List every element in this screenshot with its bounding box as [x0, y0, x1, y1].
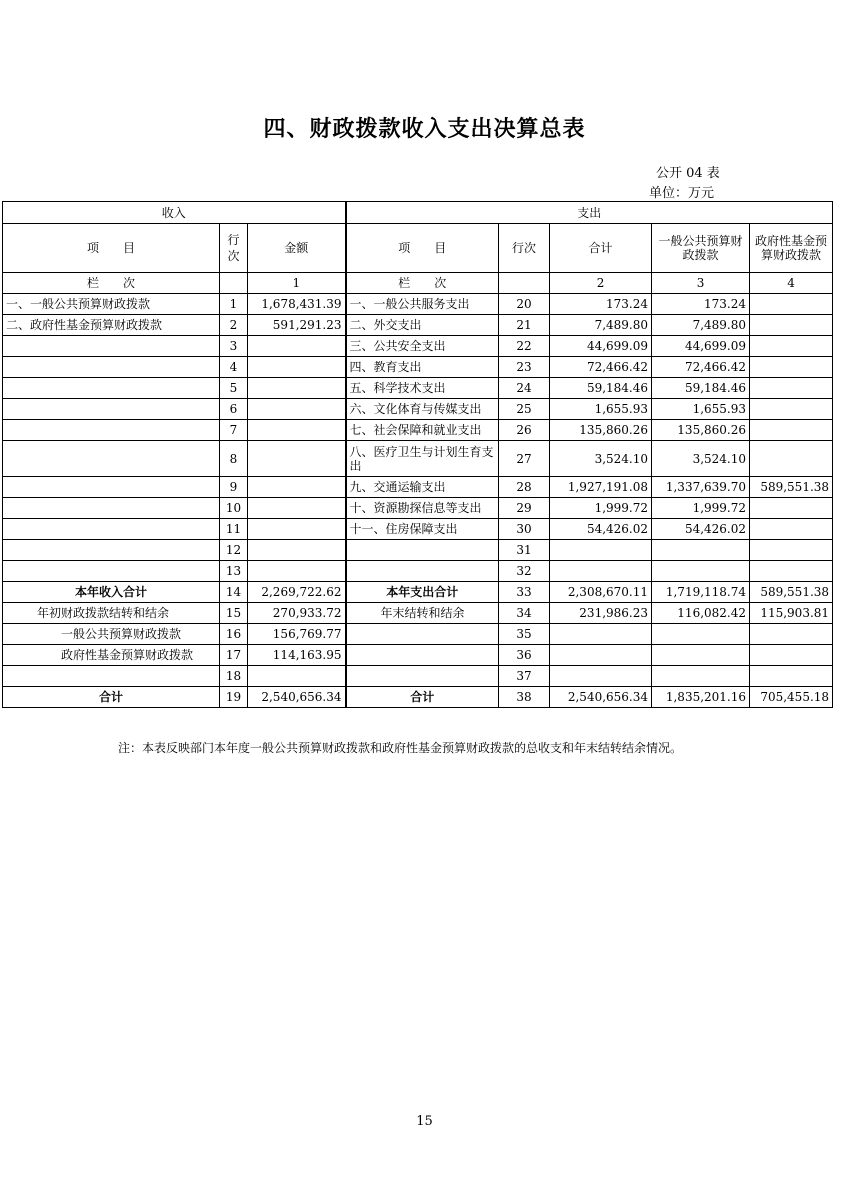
expense-item [346, 624, 499, 645]
expense-gov-fund [750, 294, 833, 315]
expense-item: 八、医疗卫生与计划生育支出 [346, 441, 499, 477]
expense-gov-fund [750, 357, 833, 378]
expense-total: 2,540,656.34 [550, 687, 652, 708]
expense-general-budget: 1,999.72 [652, 498, 750, 519]
expense-item: 本年支出合计 [346, 582, 499, 603]
expense-row-no: 23 [499, 357, 550, 378]
income-amount: 270,933.72 [248, 603, 346, 624]
col-number-1: 1 [248, 273, 346, 294]
expense-general-budget: 1,337,639.70 [652, 477, 750, 498]
expense-total: 2,308,670.11 [550, 582, 652, 603]
table-row [3, 687, 833, 708]
table-row [3, 645, 833, 666]
expense-item: 十一、住房保障支出 [346, 519, 499, 540]
expense-row-no: 29 [499, 498, 550, 519]
income-row-no: 9 [220, 477, 248, 498]
table-row [3, 315, 833, 336]
table-code: 公开 04 表 [656, 166, 720, 181]
expense-total: 44,699.09 [550, 336, 652, 357]
expense-row-no: 33 [499, 582, 550, 603]
expense-item [346, 666, 499, 687]
income-item [3, 378, 220, 399]
expense-general-budget: 1,719,118.74 [652, 582, 750, 603]
expense-gov-fund: 705,455.18 [750, 687, 833, 708]
expense-item: 七、社会保障和就业支出 [346, 420, 499, 441]
income-row-no: 8 [220, 441, 248, 477]
expense-gov-fund [750, 561, 833, 582]
income-amount [248, 477, 346, 498]
general-budget-header: 一般公共预算财政拨款 [652, 224, 750, 273]
income-row-no: 16 [220, 624, 248, 645]
income-row-no: 3 [220, 336, 248, 357]
expense-gov-fund [750, 666, 833, 687]
expense-gov-fund [750, 441, 833, 477]
income-row-no: 18 [220, 666, 248, 687]
expense-total: 72,466.42 [550, 357, 652, 378]
income-amount [248, 420, 346, 441]
expense-item [346, 645, 499, 666]
expense-general-budget: 1,835,201.16 [652, 687, 750, 708]
expense-gov-fund [750, 315, 833, 336]
income-row-no: 17 [220, 645, 248, 666]
income-row-no: 15 [220, 603, 248, 624]
expense-item: 年末结转和结余 [346, 603, 499, 624]
expense-row-no: 25 [499, 399, 550, 420]
unit-label: 单位：万元 [649, 186, 715, 201]
expense-item: 四、教育支出 [346, 357, 499, 378]
expense-general-budget: 54,426.02 [652, 519, 750, 540]
income-amount: 156,769.77 [248, 624, 346, 645]
income-item: 一般公共预算财政拨款 [3, 624, 220, 645]
table-row [3, 378, 833, 399]
income-amount: 2,540,656.34 [248, 687, 346, 708]
blank-cell [499, 273, 550, 294]
expense-row-no: 34 [499, 603, 550, 624]
expense-general-budget: 7,489.80 [652, 315, 750, 336]
expense-total: 7,489.80 [550, 315, 652, 336]
expense-row-no-header: 行次 [499, 224, 550, 273]
expense-row-no: 26 [499, 420, 550, 441]
expense-item: 合计 [346, 687, 499, 708]
income-item: 年初财政拨款结转和结余 [3, 603, 220, 624]
expense-general-budget: 44,699.09 [652, 336, 750, 357]
income-row-no: 11 [220, 519, 248, 540]
income-row-no: 5 [220, 378, 248, 399]
income-item [3, 357, 220, 378]
income-row-no: 10 [220, 498, 248, 519]
income-item [3, 399, 220, 420]
expense-general-budget: 135,860.26 [652, 420, 750, 441]
table-row [3, 582, 833, 603]
expense-general-budget [652, 624, 750, 645]
expense-row-no: 31 [499, 540, 550, 561]
table-row [3, 441, 833, 477]
table-row [3, 561, 833, 582]
expense-gov-fund [750, 378, 833, 399]
table-row [3, 519, 833, 540]
expense-gov-fund: 589,551.38 [750, 582, 833, 603]
expense-general-budget: 72,466.42 [652, 357, 750, 378]
expense-general-budget: 3,524.10 [652, 441, 750, 477]
footnote: 注：本表反映部门本年度一般公共预算财政拨款和政府性基金预算财政拨款的总收支和年末结转结余情况。 [118, 741, 683, 755]
income-item [3, 519, 220, 540]
table-row [3, 603, 833, 624]
income-amount [248, 399, 346, 420]
table-row [3, 357, 833, 378]
expense-total [550, 561, 652, 582]
expense-total: 135,860.26 [550, 420, 652, 441]
income-amount [248, 357, 346, 378]
col-number-4: 4 [750, 273, 833, 294]
income-row-no: 14 [220, 582, 248, 603]
expense-gov-fund: 115,903.81 [750, 603, 833, 624]
expense-total [550, 624, 652, 645]
expense-total-header: 合计 [550, 224, 652, 273]
table-row [3, 666, 833, 687]
income-row-no: 13 [220, 561, 248, 582]
expense-general-budget [652, 561, 750, 582]
gov-fund-header: 政府性基金预算财政拨款 [750, 224, 833, 273]
income-row-no: 2 [220, 315, 248, 336]
table-row [3, 399, 833, 420]
expense-general-budget [652, 645, 750, 666]
expense-gov-fund [750, 645, 833, 666]
expense-item: 五、科学技术支出 [346, 378, 499, 399]
expense-gov-fund [750, 399, 833, 420]
table-row [3, 420, 833, 441]
income-row-no: 4 [220, 357, 248, 378]
income-row-no-header: 行 次 [220, 224, 248, 273]
col-number-3: 3 [652, 273, 750, 294]
income-row-no: 7 [220, 420, 248, 441]
expense-gov-fund [750, 336, 833, 357]
income-amount [248, 666, 346, 687]
page-number: 15 [416, 1114, 433, 1129]
expense-item [346, 561, 499, 582]
income-item: 本年收入合计 [3, 582, 220, 603]
income-amount: 591,291.23 [248, 315, 346, 336]
table-row [3, 498, 833, 519]
income-item [3, 477, 220, 498]
income-item: 二、政府性基金预算财政拨款 [3, 315, 220, 336]
expense-row-no: 20 [499, 294, 550, 315]
expense-row-no: 27 [499, 441, 550, 477]
expense-total [550, 666, 652, 687]
table-row [3, 336, 833, 357]
expense-general-budget: 59,184.46 [652, 378, 750, 399]
income-amount [248, 540, 346, 561]
income-column-label: 栏 次 [3, 273, 220, 294]
income-amount [248, 561, 346, 582]
expense-general-budget: 173.24 [652, 294, 750, 315]
income-amount [248, 519, 346, 540]
expense-item: 九、交通运输支出 [346, 477, 499, 498]
income-row-no: 6 [220, 399, 248, 420]
expense-total [550, 645, 652, 666]
income-item [3, 666, 220, 687]
expense-gov-fund [750, 498, 833, 519]
income-item [3, 561, 220, 582]
income-amount [248, 498, 346, 519]
income-row-no: 1 [220, 294, 248, 315]
expense-item [346, 540, 499, 561]
expense-gov-fund [750, 420, 833, 441]
expense-total: 54,426.02 [550, 519, 652, 540]
expense-row-no: 21 [499, 315, 550, 336]
expense-total: 59,184.46 [550, 378, 652, 399]
income-item: 一、一般公共预算财政拨款 [3, 294, 220, 315]
income-amount [248, 441, 346, 477]
expense-general-budget: 116,082.42 [652, 603, 750, 624]
income-amount-header: 金额 [248, 224, 346, 273]
income-header: 收入 [3, 202, 346, 224]
expense-item: 一、一般公共服务支出 [346, 294, 499, 315]
blank-cell [220, 273, 248, 294]
expense-gov-fund [750, 624, 833, 645]
table-row [3, 477, 833, 498]
expense-row-no: 36 [499, 645, 550, 666]
expense-total: 1,927,191.08 [550, 477, 652, 498]
expense-total: 231,986.23 [550, 603, 652, 624]
income-amount [248, 378, 346, 399]
income-amount: 1,678,431.39 [248, 294, 346, 315]
expense-item-header: 项 目 [346, 224, 499, 273]
expense-gov-fund [750, 540, 833, 561]
income-amount [248, 336, 346, 357]
expense-row-no: 30 [499, 519, 550, 540]
col-number-2: 2 [550, 273, 652, 294]
expense-header: 支出 [346, 202, 833, 224]
expense-total: 3,524.10 [550, 441, 652, 477]
table-row [3, 624, 833, 645]
expense-item: 六、文化体育与传媒支出 [346, 399, 499, 420]
expense-general-budget [652, 540, 750, 561]
expense-row-no: 37 [499, 666, 550, 687]
income-item [3, 540, 220, 561]
expense-total [550, 540, 652, 561]
expense-row-no: 22 [499, 336, 550, 357]
expense-row-no: 24 [499, 378, 550, 399]
income-row-no: 12 [220, 540, 248, 561]
expense-item: 十、资源勘探信息等支出 [346, 498, 499, 519]
expense-row-no: 28 [499, 477, 550, 498]
expense-total: 173.24 [550, 294, 652, 315]
page-title: 四、财政拨款收入支出决算总表 [263, 117, 586, 142]
income-amount: 2,269,722.62 [248, 582, 346, 603]
expense-column-label: 栏 次 [346, 273, 499, 294]
table-row [3, 294, 833, 315]
table-row [3, 540, 833, 561]
income-item [3, 420, 220, 441]
income-item [3, 498, 220, 519]
expense-general-budget: 1,655.93 [652, 399, 750, 420]
income-amount: 114,163.95 [248, 645, 346, 666]
expense-general-budget [652, 666, 750, 687]
expense-total: 1,655.93 [550, 399, 652, 420]
expense-row-no: 38 [499, 687, 550, 708]
income-item: 合计 [3, 687, 220, 708]
expense-row-no: 32 [499, 561, 550, 582]
expense-item: 三、公共安全支出 [346, 336, 499, 357]
income-row-no: 19 [220, 687, 248, 708]
income-item-header: 项 目 [3, 224, 220, 273]
income-item [3, 441, 220, 477]
expense-gov-fund [750, 519, 833, 540]
expense-total: 1,999.72 [550, 498, 652, 519]
budget-table [2, 201, 833, 708]
expense-item: 二、外交支出 [346, 315, 499, 336]
expense-gov-fund: 589,551.38 [750, 477, 833, 498]
income-item: 政府性基金预算财政拨款 [3, 645, 220, 666]
expense-row-no: 35 [499, 624, 550, 645]
income-item [3, 336, 220, 357]
